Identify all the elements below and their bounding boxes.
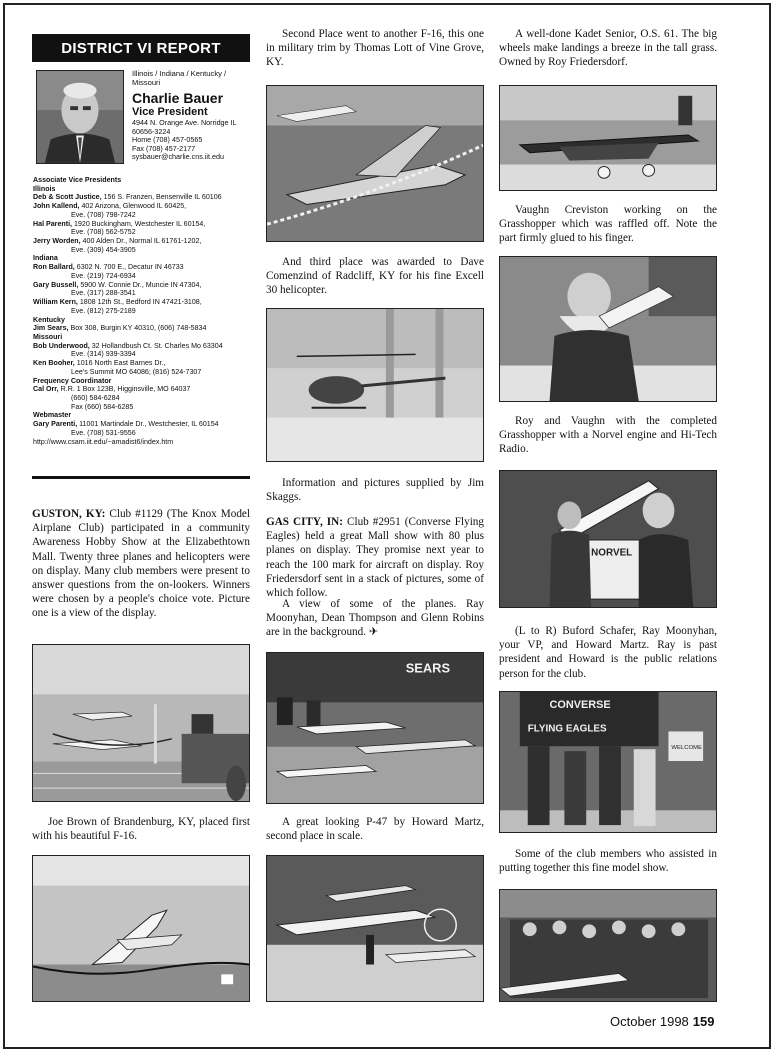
guston-lead: GUSTON, KY: bbox=[32, 508, 106, 520]
roster-phone: Eve. (708) 531-9556 bbox=[71, 428, 136, 437]
caption-left-to-right: (L to R) Buford Schafer, Ray Moonyhan, your VP, and Howard Martz. Ray is past president and Howard is the public relations person for the club. bbox=[499, 625, 717, 680]
gascity-lead: GAS CITY, IN: bbox=[266, 516, 343, 528]
roster-entry: Jerry Worden, 400 Alden Dr., Normal IL 61761-1202, bbox=[33, 237, 202, 246]
photo-f16-military bbox=[266, 85, 484, 242]
roster-entry: Bob Underwood, 32 Hollandbush Ct. St. Charles Mo 63304 bbox=[33, 341, 223, 350]
gascity-view-paragraph bbox=[266, 597, 484, 640]
roster-phone: Lee's Summit MO 64086; (816) 524-7307 bbox=[71, 367, 202, 376]
photo-vaughn-working bbox=[499, 256, 717, 402]
welcome-sign-text: WELCOME bbox=[671, 745, 703, 752]
page-number: 159 bbox=[692, 1014, 715, 1029]
frequency-coordinator-heading: Frequency Coordinator bbox=[33, 376, 112, 385]
associate-vp-roster bbox=[33, 176, 253, 446]
photo-club-members-group bbox=[499, 889, 717, 1002]
roster-entry: John Kallend, 402 Arizona, Glenwood IL 60425, bbox=[33, 202, 187, 211]
vp-fax: Fax (708) 457-2177 bbox=[132, 143, 196, 153]
sears-sign-text: SEARS bbox=[405, 660, 451, 676]
issue-date: October 1998 bbox=[610, 1014, 689, 1029]
roster-entry: Cal Orr, R.R. 1 Box 123B, Higginsville, MO 64037 bbox=[33, 385, 191, 394]
vp-zip: 60656-3224 bbox=[132, 126, 171, 136]
gascity-view-text: A view of some of the planes. Ray Moonyhan, Dean Thompson and Glenn Robins are in the background. bbox=[266, 598, 484, 639]
photo-mall-planes-sears bbox=[266, 652, 484, 804]
vp-address: 4944 N. Orange Ave. Norridge IL bbox=[132, 118, 237, 127]
photo-kadet-senior bbox=[499, 85, 717, 191]
vp-email[interactable]: sysbauer@charlie.cns.iit.edu bbox=[132, 152, 224, 162]
photo-f16-first-place bbox=[32, 855, 250, 1002]
roster-phone: Eve. (317) 288-3541 bbox=[71, 289, 136, 298]
caption-third-place: And third place was awarded to Dave Comenzind of Radcliff, KY for his fine Excell 30 helicopter. bbox=[266, 256, 484, 297]
state-heading-kentucky: Kentucky bbox=[33, 315, 65, 324]
caption-kadet-senior: A well-done Kadet Senior, O.S. 61. The big wheels make landings a breeze in the tall grass. Owned by Roy Friedersdorf. bbox=[499, 28, 717, 69]
district-report-header: DISTRICT VI REPORT bbox=[32, 34, 250, 62]
state-heading-indiana: Indiana bbox=[33, 254, 58, 263]
guston-text: Club #1129 (The Knox Model Airplane Club) participated in a community Awareness Hobby Show at the Elizabethtown Mall. Twenty three planes and helicopters were on display. Many club members were present to answer questions from the on-lookers. Winners were chosen by a people's choice vote. Picture one is a view of the display. bbox=[32, 508, 251, 620]
caption-second-place: Second Place went to another F-16, this one in military trim by Thomas Lott of Vine Grove, KY. bbox=[266, 28, 484, 69]
webmaster-heading: Webmaster bbox=[33, 411, 72, 420]
roster-phone: Eve. (309) 454-3905 bbox=[71, 245, 136, 254]
photo-display-overview bbox=[32, 644, 250, 802]
roster-phone: (660) 584-6284 bbox=[71, 393, 120, 402]
vp-contact-block bbox=[132, 69, 252, 162]
caption-vaughn: Vaughn Creviston working on the Grasshopper which was raffled off. Note the part firmly glued to his finger. bbox=[499, 204, 717, 245]
norvel-sign-text: NORVEL bbox=[591, 547, 633, 559]
roster-entry: Gary Bussell, 5900 W. Connie Dr., Muncie IN 47304, bbox=[33, 280, 202, 289]
caption-joe-brown: Joe Brown of Brandenburg, KY, placed first with his beautiful F-16. bbox=[32, 816, 250, 843]
article-end-mark: ✈ bbox=[368, 626, 379, 639]
roster-entry: Ron Ballard, 6302 N. 700 E., Decatur IN 46733 bbox=[33, 263, 184, 272]
photo-converse-flying-eagles-banner bbox=[499, 691, 717, 833]
roster-phone: Eve. (219) 724-6934 bbox=[71, 271, 136, 280]
roster-fax: Fax (660) 584-6285 bbox=[71, 402, 134, 411]
guston-article bbox=[32, 507, 250, 621]
gascity-article bbox=[266, 515, 484, 600]
roster-heading: Associate Vice Presidents bbox=[33, 176, 122, 184]
caption-club-members: Some of the club members who assisted in putting together this fine model show. bbox=[499, 848, 717, 875]
roster-entry: Ken Booher, 1016 North East Barnes Dr., bbox=[33, 359, 166, 368]
roster-entry: William Kern, 1808 12th St., Bedford IN 47421-3108, bbox=[33, 298, 202, 307]
page-footer bbox=[610, 1014, 714, 1029]
roster-phone: Eve. (314) 939-3394 bbox=[71, 350, 136, 359]
roster-phone: Eve. (708) 798-7242 bbox=[71, 210, 136, 219]
photo-excell-helicopter bbox=[266, 308, 484, 462]
caption-roy-vaughn: Roy and Vaughn with the completed Grasshopper with a Norvel engine and Hi-Tech Radio. bbox=[499, 415, 717, 456]
caption-info: Information and pictures supplied by Jim Skaggs. bbox=[266, 477, 484, 504]
section-divider bbox=[32, 476, 250, 479]
photo-completed-grasshopper bbox=[499, 470, 717, 608]
vp-states: Illinois / Indiana / Kentucky / Missouri bbox=[132, 69, 227, 87]
roster-entry: Jim Sears, Box 308, Burgin KY 40310, (606) 748-5834 bbox=[33, 324, 207, 333]
gascity-text: Club #2951 (Converse Flying Eagles) held a great Mall show with 80 plus planes on display. They promise next year to reach the 100 mark for aircraft on display. Roy Friedersdorf sent in a stack of pictures, some of which follow. bbox=[266, 516, 484, 600]
state-heading-illinois: Illinois bbox=[33, 184, 56, 193]
roster-entry: Deb & Scott Justice, 156 S. Franzen, Bensenville IL 60106 bbox=[33, 193, 222, 202]
vp-name: Charlie Bauer bbox=[132, 90, 224, 106]
flying-eagles-banner-text: FLYING EAGLES bbox=[527, 723, 607, 735]
state-heading-missouri: Missouri bbox=[33, 332, 63, 341]
vp-home-phone: Home (708) 457-0565 bbox=[132, 135, 203, 145]
roster-phone: Eve. (812) 275-2189 bbox=[71, 306, 136, 315]
photo-p47-scale bbox=[266, 855, 484, 1002]
roster-phone: Eve. (708) 562-5752 bbox=[71, 228, 136, 237]
converse-banner-text: CONVERSE bbox=[549, 698, 611, 711]
caption-p47: A great looking P-47 by Howard Martz, second place in scale. bbox=[266, 816, 484, 843]
website-link[interactable]: http://www.csam.iit.edu/~amadist6/index.htm bbox=[33, 437, 174, 446]
roster-entry: Hal Parenti, 1920 Buckingham, Westchester IL 60154, bbox=[33, 219, 206, 228]
vp-portrait-photo bbox=[36, 70, 124, 164]
vp-title: Vice President bbox=[132, 106, 208, 118]
roster-entry: Gary Parenti, 11001 Martindale Dr., Westchester, IL 60154 bbox=[33, 420, 219, 429]
